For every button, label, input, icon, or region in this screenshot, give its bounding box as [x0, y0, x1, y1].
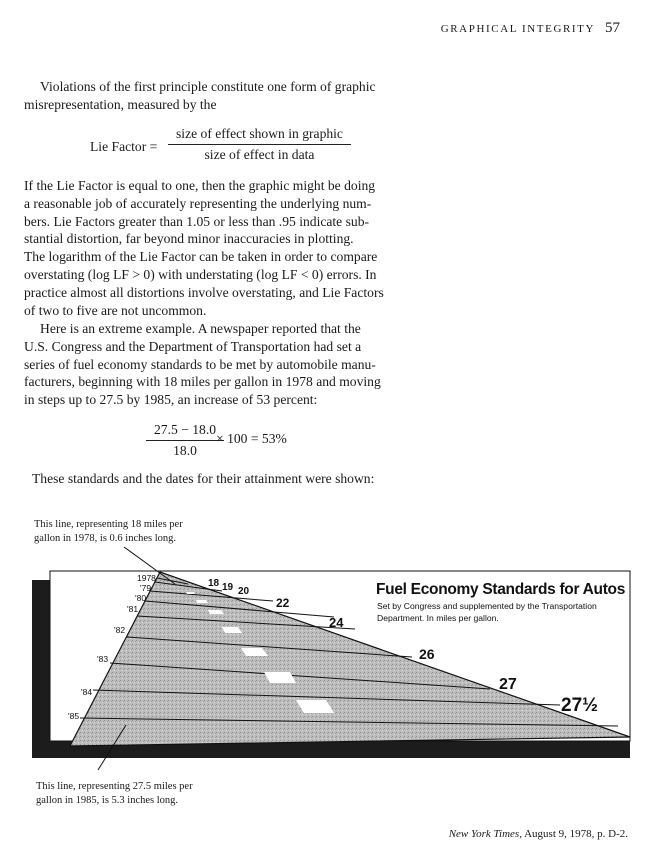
formula-denominator: 18.0	[173, 443, 197, 458]
mpg-label: 26	[419, 646, 435, 662]
text-line: stantial distortion, far beyond minor inaccuracies in plotting.	[24, 231, 354, 247]
frame-shadow-left	[32, 580, 50, 758]
text-line: bers. Lie Factors greater than 1.05 or less than .95 indicate sub-	[24, 213, 370, 229]
mpg-label: 27½	[561, 695, 598, 716]
source-name: New York Times	[448, 828, 520, 840]
figure-subtitle-line: Department. In miles per gallon.	[377, 613, 499, 623]
year-label: '81	[127, 604, 139, 614]
year-label: 1978	[137, 573, 156, 583]
year-label: '82	[114, 625, 126, 635]
figure-subtitle-line: Set by Congress and supplemented by the Transportation	[377, 601, 597, 611]
intro-paragraph: Violations of the first principle constitute one form of graphic misrepresentation, measured by the	[24, 79, 376, 112]
year-label: '85	[68, 711, 80, 721]
mpg-label: 20	[238, 586, 250, 597]
text-line: The logarithm of the Lie Factor can be taken in order to compare	[24, 249, 378, 265]
mpg-label: 18	[208, 578, 220, 589]
year-label: '83	[97, 654, 109, 664]
year-label: '84	[81, 687, 93, 697]
text-line: If the Lie Factor is equal to one, then the graphic might be doing	[24, 178, 376, 193]
annotation-line: This line, representing 27.5 miles per	[36, 781, 193, 792]
lie-factor-numerator: size of effect shown in graphic	[168, 126, 351, 145]
shown-paragraph: These standards and the dates for their attainment were shown:	[32, 471, 375, 486]
formula-result: × 100 = 53%	[216, 431, 287, 446]
text-line: overstating (log LF > 0) with understating (log LF < 0) errors. In	[24, 266, 377, 282]
lie-factor-denominator: size of effect in data	[204, 147, 315, 162]
source-credit	[449, 828, 628, 840]
text-line: of two to five are not uncommon.	[24, 302, 207, 318]
annotation-line: This line, representing 18 miles per	[34, 519, 183, 530]
text-line: a reasonable job of accurately representing the underlying num-	[24, 195, 372, 211]
text-line: practice almost all distortions involve overstating, and Lie Factors	[24, 284, 384, 300]
mpg-label: 19	[222, 582, 234, 593]
year-label: '79	[140, 583, 152, 593]
page-number: 57	[605, 20, 620, 36]
figure-title: Fuel Economy Standards for Autos	[376, 581, 626, 598]
text-line: in steps up to 27.5 by 1985, an increase of 53 percent:	[24, 392, 318, 408]
annotation-line: gallon in 1985, is 5.3 inches long.	[36, 794, 179, 806]
text-line: U.S. Congress and the Department of Transportation had set a	[24, 338, 362, 354]
text-line: Here is an extreme example. A newspaper reported that the	[40, 321, 361, 336]
year-label: '80	[135, 593, 147, 603]
mpg-label: 24	[329, 615, 344, 630]
source-details: , August 9, 1978, p. D-2.	[519, 828, 628, 840]
text-line: series of fuel economy standards to be met by automobile manu-	[24, 356, 376, 372]
mpg-label: 27	[499, 676, 517, 693]
lie-factor-label: Lie Factor =	[90, 139, 158, 154]
annotation-line: gallon in 1978, is 0.6 inches long.	[34, 532, 177, 544]
formula-numerator: 27.5 − 18.0	[146, 422, 224, 441]
annotation-bottom	[36, 780, 193, 807]
text-line: facturers, beginning with 18 miles per gallon in 1978 and moving	[24, 374, 381, 390]
mpg-label: 22	[276, 596, 290, 610]
running-title: GRAPHICAL INTEGRITY	[440, 23, 595, 35]
